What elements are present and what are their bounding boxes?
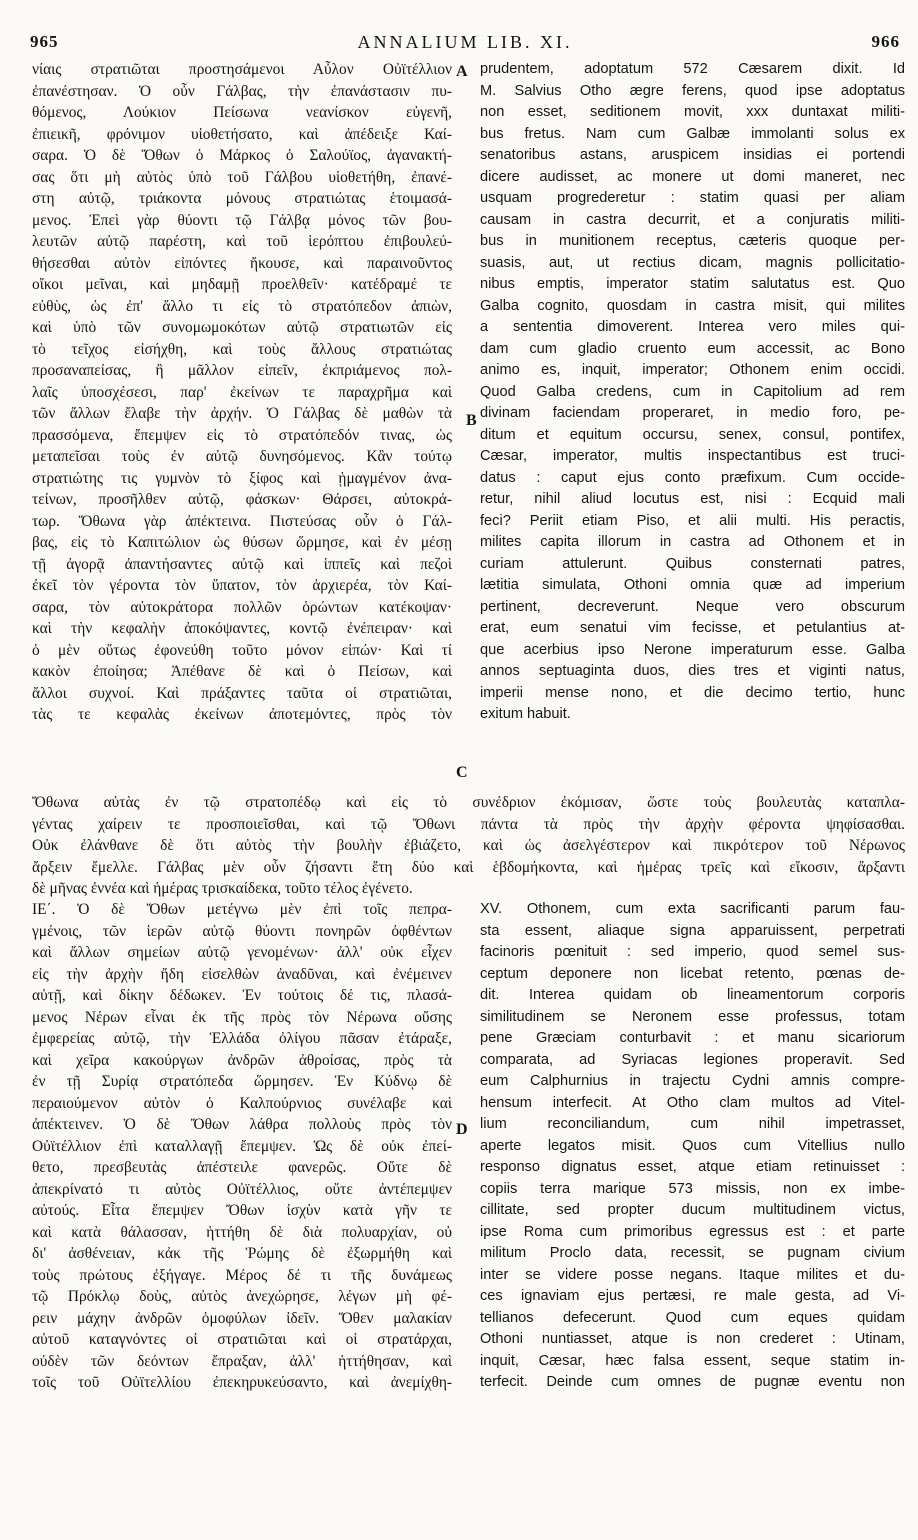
text-line: αὐτοῦ καταγνόντες οἱ στρατιῶται καὶ οἱ στρατάρχαι, (32, 1331, 452, 1348)
text-line: ΙΕ΄. Ὁ δὲ Ὄθων μετέγνω μὲν ἐπὶ τοῖς πεπρα- (32, 901, 452, 918)
text-line: θήσεσθαι αὐτὸν εἰπόντες ἤκουσε, καὶ παραινοῦντος (32, 254, 452, 272)
text-line: lætitia simulata, Othoni omnia quæ ad imperium (480, 577, 905, 593)
text-line: cillitate, sed propter ducum multitudinem victus, (480, 1202, 905, 1218)
text-line: Galba cognito, quosdam in castra misit, qui milites (480, 297, 905, 314)
text-line: αὐτούς. Εἶτα ἔπεμψεν Ὄθων ἰσχὺν κατὰ γῆν τε (32, 1202, 452, 1219)
text-line: nibus emptis, imperator statim salutatus est. Quo (480, 276, 905, 292)
section-marker-b: B (466, 412, 477, 429)
latin-column-bottom (480, 899, 905, 1394)
text-line: τοὺς πρώτους ἐξήγαγε. Μέρος δέ τι τῆς δυνάμεως (32, 1266, 452, 1284)
text-line: divinam faciendam properaret, in medio foro, pe- (480, 405, 905, 421)
text-line: αὐτῇ, καὶ δίκην δέδωκεν. Ἐν τούτοις δέ τις, πλασά- (32, 987, 452, 1004)
section-marker-d: D (456, 1121, 468, 1138)
text-line: curiam attulerunt. Quibus consternati patres, (480, 555, 905, 572)
text-line: εἰς τὴν ἀρχὴν ἤδη εἰσελθὼν ἀναδῦναι, καὶ ἐνέμεινεν (32, 965, 452, 983)
latin-column-top (480, 59, 905, 726)
text-line: usquam progrederetur : statim quasi per aliam (480, 190, 905, 206)
text-line: λευτῶν αὐτῷ παρέστη, καὶ τοῦ ἱερόπτου ἐπιβουλεύ- (32, 233, 452, 250)
text-line: terfecit. Deinde cum omnes de pugnæ eventu non (480, 1374, 905, 1390)
text-line: animo es, inquit, imperator; Othonem enim occidi. (480, 362, 905, 378)
text-line: retur, nihil aliud locutus est, nisi : Ecquid mali (480, 491, 905, 507)
text-line: ἐμφερείας αὐτῷ, τὴν Ἑλλάδα ὀλίγου πᾶσαν ἐτάραξε, (32, 1030, 452, 1047)
text-line: ces ignaviam ejus pertæsi, re male gesta, ad Vi- (480, 1288, 905, 1304)
text-line: responso dignatus esset, atque etiam retinuisset : (480, 1159, 905, 1175)
text-line: νίαις στρατιῶται προστησάμενοι Αὖλον Οὐϊτέλλιον (32, 61, 452, 78)
text-line: similitudinem se Neronem esse professus, totam (480, 1008, 905, 1025)
text-line: γμένοις, τῶν ἱερῶν αὐτῷ θύοντι πονηρῶν ὀφθέντων (32, 922, 452, 940)
text-line: ipse Roma cum primoribus egressus est : et parte (480, 1223, 905, 1240)
section-marker-a: A (456, 63, 468, 80)
text-line: bus in munitionem receptus, cæteris quoque per- (480, 233, 905, 249)
text-line: militum Proclo data, recessit, se pugnam civium (480, 1245, 905, 1261)
text-line: ditum et equitum occursu, senex, consul, pontifex, (480, 426, 905, 443)
text-line: τὰς τε κεφαλὰς ἐκείνων ἀποτεμόντες, πρὸς τὸν (32, 706, 452, 723)
text-line: datus : caput ejus conto præfixum. Cum occide- (480, 469, 905, 486)
text-line: erat, eum senatui vim fecisse, et petulantius at- (480, 620, 905, 636)
text-line: senatoribus astans, aruspicem insidias ei portendi (480, 147, 905, 163)
text-line: τωρ. Ὄθωνα γὰρ ἀπέκτεινα. Πιστεύσας οὖν ὁ Γάλ- (32, 512, 452, 530)
text-line: ρειν μάχην ἀνδρῶν ὁμοφύλων ἰδεῖν. Ὅθεν μαλακίαν (32, 1309, 452, 1327)
text-line: inter se videre posse negans. Itaque milites et du- (480, 1266, 905, 1283)
text-line: δὲ μῆνας ἐννέα καὶ ἡμέρας τρισκαίδεκα, τοῦτο τέλος ἐγένετο. (32, 880, 413, 897)
text-line: ὁ μὲν οὕτως ἐφονεύθη τοῦτο μόνον εἰπών· Καὶ τί (32, 641, 452, 659)
text-line: exitum habuit. (480, 706, 571, 722)
text-line: pene Græciam conturbavit : et manu sicariorum (480, 1030, 905, 1046)
text-line: καὶ κατὰ θάλασσαν, ἡττήθη δὲ διὰ πολυαρχίαν, οὐ (32, 1223, 452, 1241)
text-line: κακὸν ἐποίησα; Ἀπέθανε δὲ καὶ ὁ Πείσων, καὶ (32, 663, 452, 680)
text-line: eum Calphurnius in trajectu Cydni amnis compre- (480, 1073, 905, 1089)
text-line: ceptum deponere non licebat retento, pœnas de- (480, 965, 905, 982)
text-line: comparata, ad Syriacas legiones properavit. Sed (480, 1051, 905, 1068)
text-line: μεταπεῖσαι τοὺς ἐν αὐτῷ δυνησόμενος. Κἂν τούτῳ (32, 448, 452, 465)
text-line: copiis terra marique 573 missis, non ex imbe- (480, 1180, 905, 1197)
text-line: γέντας χαίρειν τε προσποιεῖσθαι, καὶ τῷ Ὄθωνι πάντα τὰ πρὸς τὴν ἀρχὴν φέροντα ψηφίσασθαι. (32, 815, 905, 833)
text-line: ἄρξειν ἔμελλε. Γάλβας μὲν οὖν ζήσαντι ἔτη δύο καὶ ἑβδομήκοντα, καὶ ἡμέρας τρεῖς καὶ εἴκοσιν, ἄρξαντι (32, 858, 905, 876)
text-line: milites capita illorum in castra ad Othonem et in (480, 534, 905, 550)
text-line: annos septuaginta duos, dies tres et viginti natus, (480, 663, 905, 679)
text-line: inquit, Cæsar, hæc falsa essent, seque statim in- (480, 1352, 905, 1369)
text-line: Cæsar, imperator, multis inspectantibus est truci- (480, 448, 905, 464)
text-line: τὸ τεῖχος εἰσήχθη, καὶ τοὺς ἄλλους στρατιώτας (32, 340, 452, 358)
section-marker-c: C (456, 764, 468, 781)
running-header (30, 10, 900, 50)
text-line: Othoni nuntiasset, atque is non crederet : Utinam, (480, 1331, 905, 1347)
greek-column-bottom (32, 899, 452, 1394)
text-line: dit. Interea quidam ob lineamentorum corporis (480, 987, 905, 1003)
text-line: ἐκεῖ τὸν γέροντα τὸν ὕπατον, τὸν ἀρχιερέα, τὸν Καί- (32, 577, 452, 594)
text-line: εὐθὺς, ὡς ἐπ' ἄλλο τι εἰς τὸ στρατόπεδον ἀπιὼν, (32, 297, 452, 315)
text-line: a sententia dimoverent. Interea vero miles qui- (480, 319, 905, 335)
text-line: Quod Galba credens, cum in Capitolium ad rem (480, 383, 905, 400)
text-line: στη αὐτῷ, τριάκοντα μόνους στρατιώτας ἑτοιμασά- (32, 190, 452, 207)
text-line: facinoris pœnituit : sed imperio, quod semel sus- (480, 944, 905, 960)
text-line: τῷ Πρόκλῳ δοὺς, αὐτὸς ἀνεχώρησε, λέγων μὴ φέ- (32, 1288, 452, 1305)
text-line: ἐπιεικῆ, φρόνιμον υἱοθετήσατο, καὶ ἀπέδειξε Καί- (32, 125, 452, 143)
text-line: XV. Othonem, cum exta sacrificanti parum fau- (480, 901, 905, 917)
running-title: ANNALIUM LIB. XI. (357, 32, 573, 52)
text-line: περαιούμενον αὐτὸν ὁ Καλπούρνιος συνέλαβε καὶ (32, 1094, 452, 1112)
text-line: βας, εἰς τὸ Καπιτώλιον ὡς θύσων ὥρμησε, καὶ ἐν μέσῃ (32, 534, 452, 551)
text-line: prudentem, adoptatum 572 Cæsarem dixit. Id (480, 61, 905, 77)
text-line: ἀπεκρίνατό τι αὐτὸς Οὐϊτέλλιος, οὔτε ἀντέπεμψεν (32, 1180, 452, 1198)
text-line: ἐν τῇ Συρίᾳ στρατόπεδα ὥρμησεν. Ἐν Κύδνῳ δὲ (32, 1073, 452, 1090)
text-line: καὶ χεῖρα κακούργων ἀνδρῶν ἀθροίσας, πρὸς τὰ (32, 1051, 452, 1069)
text-line: καὶ ὑπὸ τῶν συνομωμοκότων αὐτῷ στρατιωτῶν εἰς (32, 319, 452, 336)
text-line: pertinent, decreverunt. Neque vero obscurum (480, 598, 905, 615)
text-line: στρατιώτης τις γυμνὸν τὸ ξίφος καὶ ᾑμαγμένον ἀνα- (32, 469, 452, 487)
text-line: προσαναπείσας, ἢ μᾶλλον εἰπεῖν, ἐκπριάμενος πολ- (32, 362, 452, 379)
text-line: dicere audisset, ac monere ut domi maneret, nec (480, 168, 905, 185)
text-line: dam cum gladio cruento eum accessit, ac Bono (480, 340, 905, 357)
text-line: ἄλλοι συχνοί. Καὶ πράξαντες ταῦτα οἱ στρατιῶται, (32, 684, 452, 702)
text-line: οὐδὲν τῶν δεόντων ἔπραξαν, ἀλλ' ἡττήθησαν, καὶ (32, 1352, 452, 1370)
text-line: τείνων, προσῆλθεν αὐτῷ, φάσκων· Θάρσει, αὐτοκρά- (32, 491, 452, 508)
text-line: lium reconciliandum, cum nihil impetrasset, (480, 1116, 905, 1132)
text-line: hensum interfecit. At Otho clam multos ad Vitel- (480, 1094, 905, 1111)
text-line: θόμενος, Λούκιον Πείσωνα νεανίσκον εὐγενῆ, (32, 104, 452, 121)
left-page-number: 965 (30, 32, 59, 51)
text-line: sta essent, aliaque signa apparuissent, perpetrati (480, 922, 905, 939)
text-line: σαρα. Ὁ δὲ Ὄθων ὁ Μάρκος ὁ Σαλούϊος, ἀγανακτή- (32, 147, 452, 164)
text-line: μενος. Ἐπεὶ γὰρ θύοντι τῷ Γάλβᾳ μόνος τῶν βου- (32, 211, 452, 229)
text-line: imperii mense nono, et die decimo tertio, hunc (480, 684, 905, 701)
text-line: ἀπέκτεινεν. Ὁ δὲ Ὄθων λάθρα πολλοὺς πρὸς τὸν (32, 1116, 452, 1133)
text-line: λαῖς ὑποσχέσεσι, παρ' ἐκείνων τε παραχρῆμα καὶ (32, 383, 452, 401)
text-line: causam in castra decurrit, et a conjuratis militi- (480, 211, 905, 228)
text-line: καὶ τὴν κεφαλὴν ἀποκόψαντες, κοντῷ ἐνέπειραν· καὶ (32, 620, 452, 637)
text-line: M. Salvius Otho ægre ferens, quod ipse adoptatus (480, 82, 905, 99)
text-line: que acerbius ipso Nerone imperaturum esse. Galba (480, 641, 905, 658)
text-line: οἴκοι μεῖναι, καὶ μηδαμῇ προελθεῖν· κατέδραμέ τε (32, 276, 452, 293)
text-line: suasis, aut, ut rectius dicam, magnis pollicitatio- (480, 254, 905, 271)
text-line: Οὐκ ἐλάνθανε δὲ ὅτι αὐτὸς τὴν βουλὴν ἐβιάζετο, καὶ ὡς ἀσελγέστερον καὶ πικρότερον τοῦ Νέρωνος (32, 837, 905, 854)
text-line: aperte legatos misit. Quos cum Vitellius nullo (480, 1137, 905, 1154)
text-line: θετο, πρεσβευτὰς ἀπέστειλε φανερῶς. Οὔτε δὲ (32, 1159, 452, 1176)
text-line: Ὄθωνα αὐτὰς ἐν τῷ στρατοπέδῳ καὶ εἰς τὸ συνέδριον ἐκόμισαν, ὥστε τοὺς βουλευτὰς καταπλα- (32, 794, 905, 811)
greek-column-top (32, 59, 452, 726)
text-line: σας ὅτι μὴ αὐτὸς ὑπὸ τοῦ Γάλβου υἱοθετήθη, ἐπανέ- (32, 168, 452, 186)
text-line: non esset, seditionem movit, xxx duntaxat militi- (480, 104, 905, 120)
text-line: τῶν ἄλλων ἔλαβε τὴν ἀρχήν. Ὁ Γάλβας δὲ μαθὼν τὰ (32, 405, 452, 422)
text-line: ἐπανέστησαν. Ὁ οὖν Γάλβας, τὴν ἐπανάστασιν πυ- (32, 82, 452, 100)
text-line: Οὐϊτέλλιον ἐπὶ καταλλαγῇ ἔπεμψεν. Ὡς δὲ οὐκ ἐπεί- (32, 1137, 452, 1155)
greek-full-width-block (32, 792, 905, 900)
text-line: tellianos defecerunt. Quod cum eques quidam (480, 1309, 905, 1326)
text-line: πρασσόμενα, ἔπεμψεν εἰς τὸ στρατόπεδόν τινας, ὡς (32, 426, 452, 444)
text-line: bus fretus. Nam cum Galbæ immolanti solus ex (480, 125, 905, 142)
text-line: καὶ ἄλλων σημείων αὐτῷ γενομένων· ἀλλ' οὐκ εἶχεν (32, 944, 452, 961)
text-line: σαρα, τὸν αὐτοκράτορα πολλῶν ὁρώντων κατέκοψαν· (32, 598, 452, 616)
text-line: δι' ἀσθένειαν, κἀκ τῆς Ῥώμης δὲ ἐξωρμήθη καὶ (32, 1245, 452, 1262)
text-line: μενος Νέρων εἶναι ἐκ τῆς πρὸς τὸν Νέρωνα οὔσης (32, 1008, 452, 1026)
text-line: τῇ ἀγορᾷ ἀπαντήσαντες αὐτῷ καὶ ἱππεῖς καὶ πεζοὶ (32, 555, 452, 573)
text-line: feci? Periit etiam Piso, et alii multi. His peractis, (480, 512, 905, 529)
text-line: τοῖς τοῦ Οὐϊτελλίου ἐπεκηρυκεύσαντο, καὶ ἀνεμίχθη- (32, 1374, 452, 1391)
right-page-number: 966 (871, 32, 900, 51)
